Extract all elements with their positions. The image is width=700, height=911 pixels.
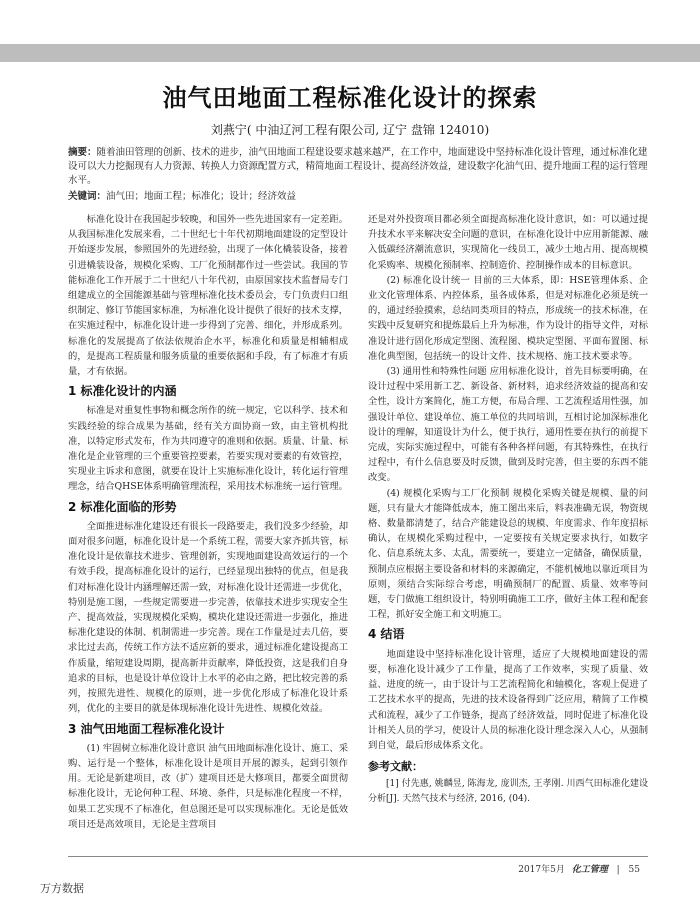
item-4-body: (4) 规模化采购与工厂化预制 规模化采购关键是规模、量的问题，只有量大才能降低成本，施工图出来后，料表准确无误，物资规格、数量都清楚了，结合产能建设总的规模、年度需求、作年度招标确认，在规模化采购过程中，一定要按有关规定要求执行，如数字化、信息系统太多、太乱，需要统一，要建立一定储备，确保质量，预制点应根据主要设备和材料的来源确定，不能机械地以靠近项目为原则，须结合实际综合考虑，明确预制厂的配置、质量、效率等问题，专门做施工组织设计，特别明确施工工序，做好主体工程和配套工程，抓好安全施工和文明施工。	[368, 487, 648, 621]
item-2-body: (2) 标准化设计统一 目前的三大体系，即：HSE管理体系、企业文化管理体系、内控体系，虽各成体系，但是对标准化必须是统一的，通过经验摸索，总结同类项目的特点，形成统一的技术标准，在实践中反复研究和提炼最后上升为标准，作为设计的指导文件，对标准设计进行固化形成定型图、流程图、模块定型图、平面布置图、标准化典型图，包括统一的设计文件、技术规格、施工技术要求等。	[368, 274, 648, 362]
section-1-heading: 1 标准化设计的内涵	[68, 384, 177, 399]
keywords	[68, 190, 648, 204]
references-heading: 参考文献：	[368, 760, 423, 774]
abstract	[68, 146, 648, 188]
issue-date: 2017年5月	[518, 865, 565, 875]
paper-title: 油气田地面工程标准化设计的探索	[162, 84, 538, 112]
section-3-heading: 3 油气田地面工程标准化设计	[68, 721, 225, 736]
item-3-body: (3) 通用性和特殊性问题 应用标准化设计，首先目标要明确，在设计过程中采用新工艺、新设备、新材料，追求经济效益的提高和安全性，设计方案简化，施工方便，布局合理、工艺流程适用性强，加强设计单位、建设单位、施工单位的共同培训，互相讨论加深标准化设计的理解，知道设计为什么，便于执行，通用性要在执行的前提下完成，实际实施过程中，可能有各种各样问题，有其特殊性，在执行过程中，有什么信息要及时反馈，做到及时完善，但主要的东西不能改变。	[368, 366, 648, 484]
right-column	[368, 212, 648, 807]
header-band	[0, 44, 700, 62]
left-column	[68, 212, 348, 832]
section-2-body: 全面推进标准化建设还有很长一段路要走，我们没多少经验，却面对很多问题，标准化设计是一个系统工程，需要大家齐抓共管，标准化设计是依靠技术进步、管理创新，实现地面建设高效运行的一个有效手段，提高标准化设计的运行，已经显现出独特的优点，但是我们对标准化设计内涵理解还需一致，对标准化设计还需进一步优化，特别是施工图，一些规定需要进一步完善，依靠技术进步实现安全生产、提高效益，实现规模化采购，模块化建设还需进一步强化，推进标准化建设的体制、机制需进一步完善。现在工作量是过去几倍，要求比过去高，传统工作方法不适应新的要求，通过标准化建设提高工作质量，缩短建设周期，提高新井贡献率，降低投资，这是我们自身追求的目标，也是设计单位设计上水平的必由之路，把比较完善的系列，按照先进性、规模化的原则，进一步优化形成了标准化设计系列，优化的主要目的就是体现标准化设计先进性、规模化效益。	[68, 520, 348, 715]
section-2-heading: 2 标准化面临的形势	[68, 499, 177, 514]
intro-paragraph: 标准化设计在我国起步较晚，和国外一些先进国家有一定差距。从我国标准化发展来看，二十世纪七十年代初期地面建设的定型设计开始逐步发展，参照国外的先进经验，出现了一体化橇装设备，接着引进橇装设备，规模化采购、工厂化预制都作过一些尝试。我国的节能标准化工作开展于二十世纪八十年代初，由原国家技术监督局专门组建成立的全国能源基础与管理标准化技术委员会，专门负责归口组织制定、修订节能国家标准，为标准化设计提供了很好的技术支撑，在实施过程中，标准化设计进一步得到了完善、细化，并形成系列。标准化的发展提高了依法依规治企水平，标准化和质量是相辅相成的，是提高工程质量和服务质量的重要依据和手段，有了标准才有质量，才有依据。	[68, 214, 348, 378]
page-number: 55	[628, 865, 640, 875]
footer-info: 2017年5月 化工管理 | 55	[518, 865, 640, 875]
section-4-heading: 4 结语	[368, 627, 405, 642]
footer-rule	[68, 856, 648, 857]
abstract-text: 随着油田管理的创新、技术的进步，油气田地面工程建设要求越来越严，在工作中，地面建设中坚持标准化设计管理，通过标准化建设可以大力挖掘现有人力资源、转换人力资源配置方式，精简地面工程设计、提高经济效益，建设数字化油气田、提升地面工程的运行管理水平。	[68, 147, 648, 186]
section-3-body: (1) 牢固树立标准化设计意识 油气田地面标准化设计、施工、采购、运行是一个整体，标准化设计是项目开展的源头，起到引领作用。无论是新建项目，改（扩）建项目还是大修项目，都要全面贯彻标准化设计，无论何种工程、环境、条件，只是标准化程度一不样，如果工艺实现不了标准化，但总图还是可以实现标准化。无论是低效项目还是高效项目，无论是主营项目	[68, 742, 348, 830]
keywords-text: 油气田；地面工程；标准化；设计；经济效益	[106, 191, 297, 202]
section-1-body: 标准是对重复性事物和概念所作的统一规定，它以科学、技术和实践经验的综合成果为基础，经有关方面协商一致，由主管机构批准，以特定形式发布，作为共同遵守的准则和依据。质量、计量、标准化是企业管理的三个重要管控要素，若要实现对要素的有效管控，实现业主诉求和意图，就要在设计上实施标准化设计，转化运行管理理念，结合QHSE体系明确管理流程，采用技术标准统一运行管理。	[68, 405, 348, 493]
journal-name: 化工管理	[571, 865, 608, 875]
abstract-label: 摘要：	[68, 147, 97, 158]
section-3-continued: 还是对外投资项目都必须全面提高标准化设计意识，如：可以通过提升技术水平来解决安全问题的意识，在标准化设计中应用新能源、融入低碳经济潮流意识，实现简化一线员工，减少土地占用、提高规模化采购率、规模化预制率、控制造价、控制操作成本的目标意识。	[368, 214, 648, 271]
keywords-label: 关键词：	[68, 191, 107, 202]
conclusion-body: 地面建设中坚持标准化设计管理，适应了大规模地面建设的需要，标准化设计减少了工作量，提高了工作效率，实现了质量、效益、进度的统一，由于设计与工艺流程简化和轴模化，客观上促进了工艺技术水平的提高，先进的技术设备得到广泛应用，精简了工作模式和流程，减少了工作链条，提高了经济效益，同时促进了标准化设计相关人员的学习，使设计人员的标准化设计理念深入人心，从强制到自觉，最后形成体系文化。	[368, 648, 648, 751]
reference-item: [1] 付先惠, 姚麟昱, 陈海龙, 庞训杰, 王孝刚. 川西气田标准化建设分析[J]. 天然气技术与经济, 2016, (04).	[368, 779, 648, 805]
watermark: 万方数据	[40, 882, 84, 895]
author-line: 刘燕宁( 中油辽河工程有限公司, 辽宁 盘锦 124010)	[210, 123, 490, 137]
